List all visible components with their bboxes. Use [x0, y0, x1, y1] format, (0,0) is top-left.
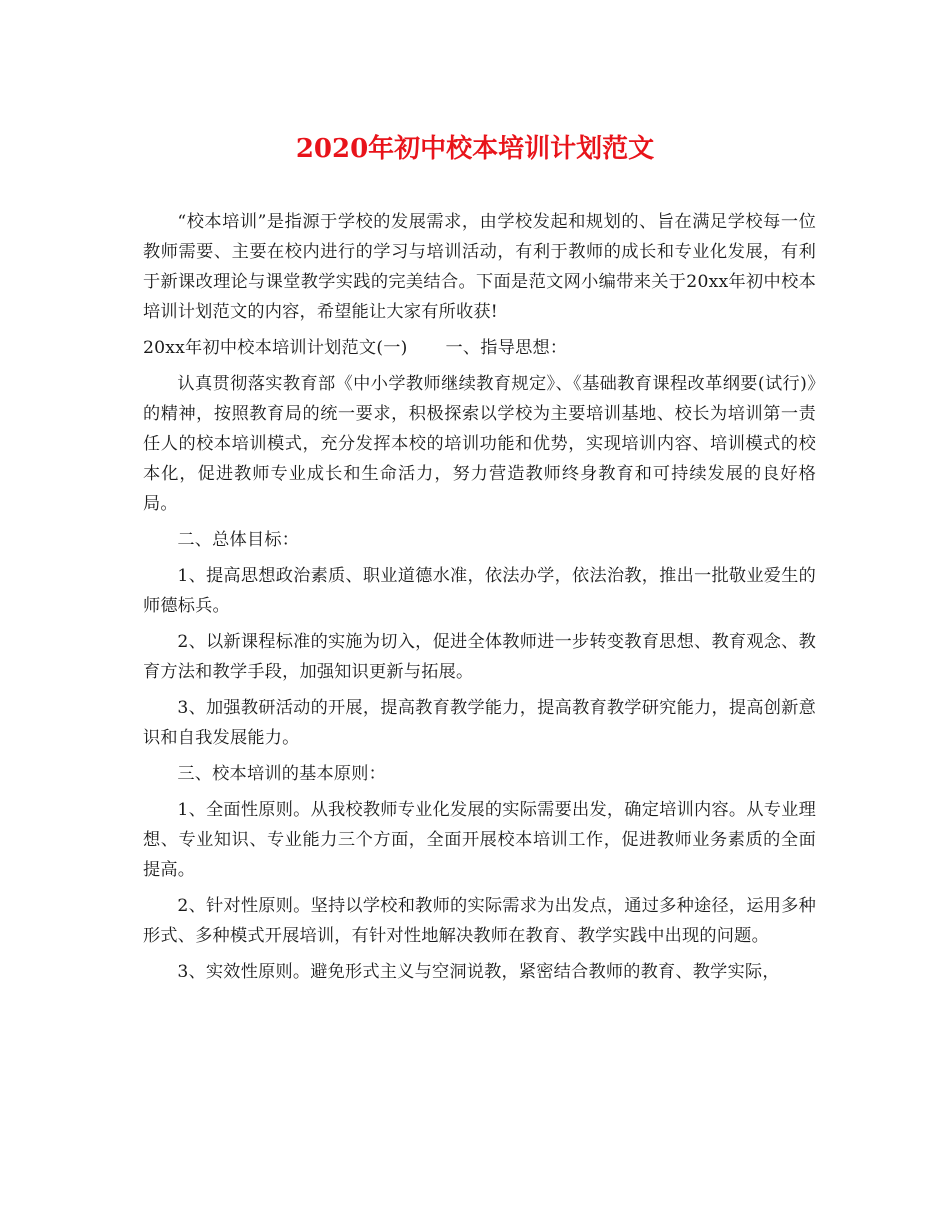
goal-item-1: 1、提高思想政治素质、职业道德水准，依法办学，依法治教，推出一批敬业爱生的师德标兵。	[143, 566, 816, 616]
principle-item-1: 1、全面性原则。从我校教师专业化发展的实际需要出发，确定培训内容。从专业理想、专业知识、专业能力三个方面，全面开展校本培训工作，促进教师业务素质的全面提高。	[143, 800, 816, 880]
section-subtitle: 20xx年初中校本培训计划范文(一)	[143, 338, 408, 358]
principle-item-3: 3、实效性原则。避免形式主义与空洞说教，紧密结合教师的教育、教学实际，	[177, 962, 780, 982]
document-body	[143, 207, 816, 993]
principle-item-2: 2、针对性原则。坚持以学校和教师的实际需求为出发点，通过多种途径，运用多种形式、多种模式开展培训，有针对性地解决教师在教育、教学实践中出现的问题。	[143, 896, 816, 946]
paragraph-guiding-ideology: 认真贯彻落实教育部《中小学教师继续教育规定》、《基础教育课程改革纲要(试行)》的精神，按照教育局的统一要求，积极探索以学校为主要培训基地、校长为培训第一责任人的校本培训模式，充分发挥本校的培训功能和优势，实现培训内容、培训模式的校本化，促进教师专业成长和生命活力，努力营造教师终身教育和可持续发展的良好格局。	[143, 374, 816, 514]
intro-paragraph: “校本培训”是指源于学校的发展需求，由学校发起和规划的、旨在满足学校每一位教师需要、主要在校内进行的学习与培训活动，有利于教师的成长和专业化发展，有利于新课改理论与课堂教学实践的完美结合。下面是范文网小编带来关于20xx年初中校本培训计划范文的内容，希望能让大家有所收获!	[143, 212, 816, 322]
section-line	[143, 333, 816, 363]
section-heading-overall-goals: 二、总体目标：	[177, 530, 300, 550]
document-title: 2020年初中校本培训计划范文	[295, 134, 655, 164]
section-heading-principles: 三、校本培训的基本原则：	[177, 764, 387, 784]
goal-item-2: 2、以新课程标准的实施为切入，促进全体教师进一步转变教育思想、教育观念、教育方法和教学手段，加强知识更新与拓展。	[143, 632, 816, 682]
goal-item-3: 3、加强教研活动的开展，提高教育教学能力，提高教育教学研究能力，提高创新意识和自我发展能力。	[143, 698, 816, 748]
section-heading-guiding-ideology: 一、指导思想：	[445, 338, 568, 358]
